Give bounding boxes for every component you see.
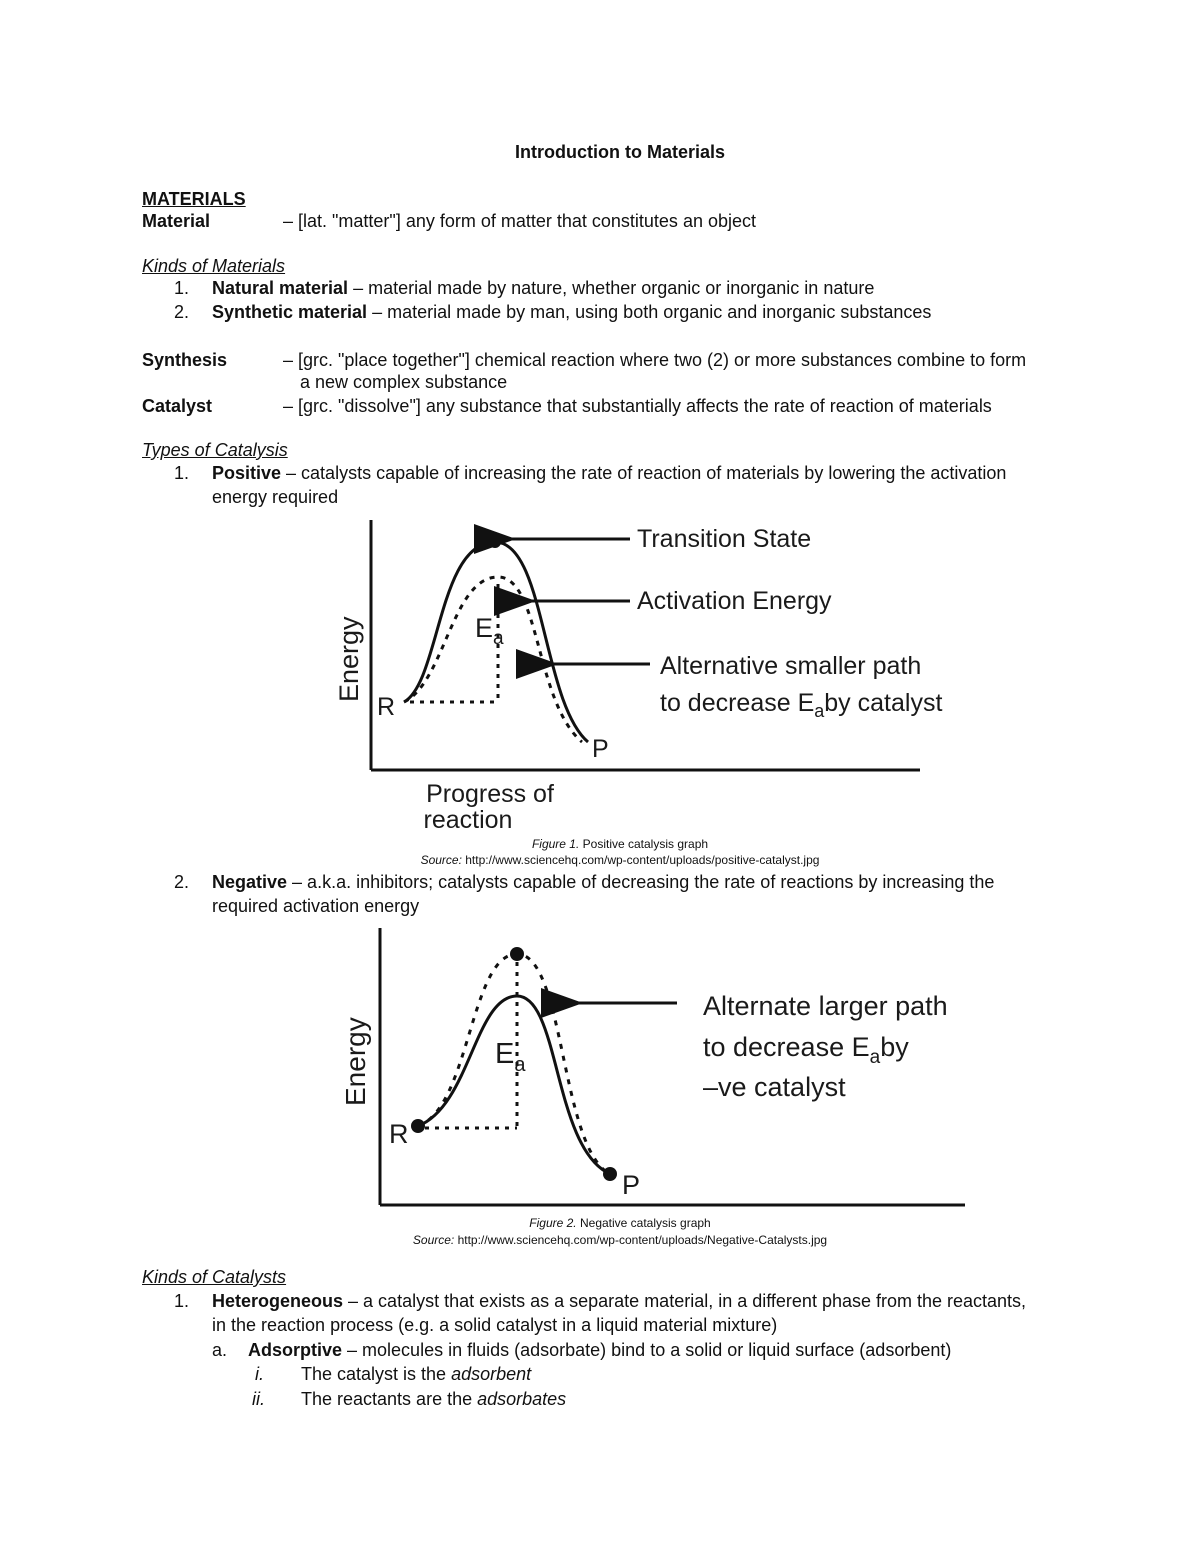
y-axis-label: Energy: [340, 1017, 371, 1106]
product-dot: [603, 1167, 617, 1181]
label2-end: by: [880, 1032, 909, 1062]
figure2-source: [0, 1233, 1200, 1248]
figure1-source-url: http://www.sciencehq.com/wp-content/uploads/positive-catalyst.jpg: [461, 853, 820, 867]
figure-negative-catalysis: [325, 918, 1005, 1213]
materials-heading: MATERIALS: [142, 189, 246, 209]
def-heterogeneous: – a catalyst that exists as a separate material, in a different phase from the reactants,: [343, 1291, 1027, 1311]
label-alt2-sub: a: [814, 701, 825, 721]
label-alt2-end: by catalyst: [824, 689, 943, 717]
list-num: a.: [212, 1340, 228, 1360]
term-synthesis: Synthesis: [142, 350, 228, 370]
term-negative: Negative: [212, 872, 288, 892]
heterogeneous-line1: [212, 1290, 1026, 1312]
roman-num: ii.: [252, 1389, 265, 1409]
term-synthetic: Synthetic material: [212, 302, 368, 322]
roman-item-1-em: adsorbent: [451, 1364, 532, 1384]
negative-line2: required activation energy: [212, 896, 420, 916]
term-heterogeneous: Heterogeneous: [212, 1291, 344, 1311]
adsorptive-line: [248, 1339, 951, 1361]
def-synthesis-line1: – [grc. "place together"] chemical reaction where two (2) or more substances combine to form: [283, 350, 1027, 370]
term-positive: Positive: [212, 463, 282, 483]
label2-sub: a: [869, 1047, 881, 1068]
list-item-natural: [212, 277, 874, 299]
list-num: 2.: [174, 872, 190, 892]
label-ea: [495, 1038, 526, 1076]
label-activation-energy: Activation Energy: [637, 587, 832, 615]
page-title: Introduction to Materials: [514, 142, 725, 162]
x-axis-label-2: reaction: [423, 806, 513, 834]
figure2-caption-label: Figure 2.: [529, 1216, 577, 1230]
label-alternative-2: [660, 689, 942, 721]
list-num: 2.: [174, 302, 190, 322]
ea-sub: a: [514, 1054, 526, 1076]
figure2-source-url: http://www.sciencehq.com/wp-content/uploads/Negative-Catalysts.jpg: [454, 1233, 828, 1247]
figure1-caption: [0, 837, 1200, 852]
figure1-caption-text: Positive catalysis graph: [579, 837, 709, 851]
label2-part: to decrease E: [703, 1032, 870, 1062]
figure1-caption-label: Figure 1.: [531, 837, 580, 851]
label-p: P: [592, 735, 609, 763]
label-alt2-part: to decrease E: [660, 689, 815, 717]
def-natural: – material made by nature, whether organic or inorganic in nature: [348, 278, 875, 298]
label-ea: [475, 613, 504, 649]
label-transition-state: Transition State: [637, 525, 812, 553]
def-synthesis-line2: a new complex substance: [300, 372, 508, 392]
kinds-materials-heading: Kinds of Materials: [142, 256, 286, 276]
def-synthetic: – material made by man, using both organic and inorganic substances: [367, 302, 932, 322]
list-num: 1.: [174, 1291, 190, 1311]
term-natural: Natural material: [212, 278, 349, 298]
def-positive: – catalysts capable of increasing the rate of reaction of materials by lowering the activation: [281, 463, 1007, 483]
x-axis-label-1: Progress of: [426, 780, 554, 808]
y-axis-label: Energy: [334, 616, 364, 702]
figure2-caption: [0, 1216, 1200, 1231]
def-adsorptive: – molecules in fluids (adsorbate) bind to a solid or liquid surface (adsorbent): [342, 1340, 952, 1360]
label-line-3: –ve catalyst: [703, 1072, 846, 1102]
figure1-source: [0, 853, 1200, 868]
transition-state-dot: [510, 947, 524, 961]
def-material: – [lat. "matter"] any form of matter that constitutes an object: [283, 211, 756, 231]
transition-state-dot: [489, 536, 501, 548]
uninhibited-curve: [418, 996, 610, 1174]
heterogeneous-line2: in the reaction process (e.g. a solid catalyst in a liquid material mixture): [212, 1315, 778, 1335]
types-catalysis-heading: Types of Catalysis: [142, 440, 288, 460]
figure2-caption-text: Negative catalysis graph: [576, 1216, 711, 1230]
label-p: P: [622, 1170, 641, 1200]
roman-item-2-text: The reactants are the: [301, 1389, 478, 1409]
roman-item-1: [301, 1363, 531, 1385]
term-catalyst: Catalyst: [142, 396, 213, 416]
roman-item-2: [301, 1388, 566, 1410]
figure-positive-catalysis: [320, 512, 1000, 837]
positive-line1: [212, 462, 1006, 484]
roman-item-1-text: The catalyst is the: [301, 1364, 452, 1384]
label-line-1: Alternate larger path: [703, 991, 948, 1021]
term-adsorptive: Adsorptive: [248, 1340, 343, 1360]
ea-sub: a: [493, 628, 504, 649]
label-alternative-1: Alternative smaller path: [660, 652, 922, 680]
list-num: 1.: [174, 278, 190, 298]
reactant-dot: [411, 1119, 425, 1133]
def-catalyst: – [grc. "dissolve"] any substance that substantially affects the rate of reaction of materials: [283, 396, 992, 416]
label-r: R: [377, 693, 396, 721]
def-negative: – a.k.a. inhibitors; catalysts capable of decreasing the rate of reactions by increasing the: [287, 872, 995, 892]
roman-num: i.: [255, 1364, 264, 1384]
negative-line1: [212, 871, 994, 893]
list-num: 1.: [174, 463, 190, 483]
ea-e: E: [495, 1038, 515, 1070]
term-material: Material: [142, 211, 211, 231]
figure1-source-label: Source:: [420, 853, 462, 867]
label-r: R: [389, 1119, 409, 1149]
kinds-catalysts-heading: Kinds of Catalysts: [142, 1267, 287, 1287]
label-line-2: [703, 1032, 909, 1068]
roman-item-2-em: adsorbates: [477, 1389, 567, 1409]
figure2-source-label: Source:: [412, 1233, 455, 1247]
list-item-synthetic: [212, 301, 931, 323]
positive-line2: energy required: [212, 487, 339, 507]
ea-e: E: [475, 613, 494, 643]
